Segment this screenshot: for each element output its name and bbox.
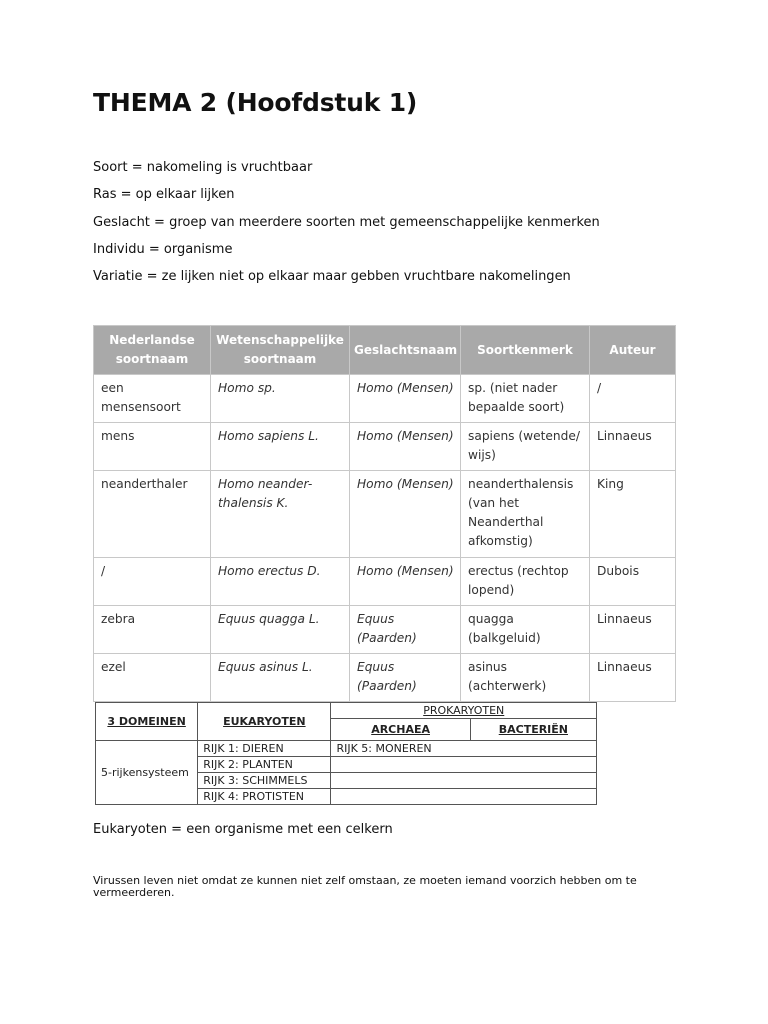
rijk-4: RIJK 4: PROTISTEN	[198, 789, 331, 805]
table-cell: Linnaeus	[590, 654, 676, 702]
header-soortkenmerk: Soortkenmerk	[461, 326, 590, 375]
bacterien-header: BACTERIËN	[470, 719, 596, 741]
virussen-note: Virussen leven niet omdat ze kunnen niet zelf omstaan, ze moeten iemand voorzich hebben om te vermeerderen.	[93, 874, 637, 899]
rijk-3: RIJK 3: SCHIMMELS	[198, 773, 331, 789]
empty-cell	[331, 789, 597, 805]
table-row	[94, 471, 676, 558]
table-cell: Equus asinus L.	[211, 654, 350, 702]
table-cell: King	[590, 471, 676, 558]
table-cell: Homo (Mensen)	[350, 423, 461, 471]
prokaryoten-header: PROKARYOTEN	[331, 703, 597, 719]
rijk-5: RIJK 5: MONEREN	[331, 741, 597, 757]
table-row	[94, 375, 676, 423]
table-cell: mens	[94, 423, 211, 471]
header-wetenschappelijke-soortnaam: Wetenschappelijke soortnaam	[211, 326, 350, 375]
table-cell: sapiens (wetende/ wijs)	[461, 423, 590, 471]
definition-geslacht: Geslacht = groep van meerdere soorten met gemeenschappelijke kenmerken	[93, 214, 600, 230]
table-cell: Homo sp.	[211, 375, 350, 423]
species-table-header	[94, 326, 676, 375]
table-row	[94, 654, 676, 702]
system-label: 5-rijkensysteem	[96, 741, 198, 805]
table-cell: een mensensoort	[94, 375, 211, 423]
table-cell: neanderthaler	[94, 471, 211, 558]
table-cell: Homo (Mensen)	[350, 375, 461, 423]
table-cell: Homo (Mensen)	[350, 558, 461, 606]
definition-soort: Soort = nakomeling is vruchtbaar	[93, 160, 313, 175]
table-cell: Homo sapiens L.	[211, 423, 350, 471]
table-cell: neanderthalensis (van het Neanderthal afkomstig)	[461, 471, 590, 558]
rijk-1: RIJK 1: DIEREN	[198, 741, 331, 757]
definition-variatie: Variatie = ze lijken niet op elkaar maar gebben vruchtbare nakomelingen	[93, 269, 571, 285]
empty-cell	[331, 773, 597, 789]
empty-cell	[331, 757, 597, 773]
domains-label: 3 DOMEINEN	[96, 703, 198, 741]
page-title: THEMA 2 (Hoofdstuk 1)	[93, 88, 418, 117]
table-cell: sp. (niet nader bepaalde soort)	[461, 375, 590, 423]
table-cell: ezel	[94, 654, 211, 702]
table-cell: zebra	[94, 606, 211, 654]
definitions-list	[93, 159, 600, 295]
table-cell: /	[94, 558, 211, 606]
table-cell: asinus (achterwerk)	[461, 654, 590, 702]
table-row	[94, 423, 676, 471]
table-cell: Linnaeus	[590, 423, 676, 471]
rijk-2: RIJK 2: PLANTEN	[198, 757, 331, 773]
archaea-header: ARCHAEA	[331, 719, 470, 741]
table-cell: Equus (Paarden)	[350, 606, 461, 654]
table-cell: Homo neander-thalensis K.	[211, 471, 350, 558]
table-row	[94, 558, 676, 606]
table-cell: erectus (rechtop lopend)	[461, 558, 590, 606]
table-cell: /	[590, 375, 676, 423]
table-row	[94, 606, 676, 654]
table-cell: Equus (Paarden)	[350, 654, 461, 702]
table-cell: Homo (Mensen)	[350, 471, 461, 558]
header-geslachtsnaam: Geslachtsnaam	[350, 326, 461, 375]
domains-table	[95, 702, 597, 805]
table-cell: Homo erectus D.	[211, 558, 350, 606]
definition-ras: Ras = op elkaar lijken	[93, 187, 235, 203]
header-auteur: Auteur	[590, 326, 676, 375]
eukaryoten-definition: Eukaryoten = een organisme met een celkern	[93, 822, 393, 837]
table-cell: quagga (balkgeluid)	[461, 606, 590, 654]
eukaryoten-header: EUKARYOTEN	[198, 703, 331, 741]
table-cell: Linnaeus	[590, 606, 676, 654]
definition-individu: Individu = organisme	[93, 241, 233, 257]
header-nederlandse-soortnaam: Nederlandse soortnaam	[94, 326, 211, 375]
species-table	[93, 325, 676, 702]
table-cell: Dubois	[590, 558, 676, 606]
table-cell: Equus quagga L.	[211, 606, 350, 654]
